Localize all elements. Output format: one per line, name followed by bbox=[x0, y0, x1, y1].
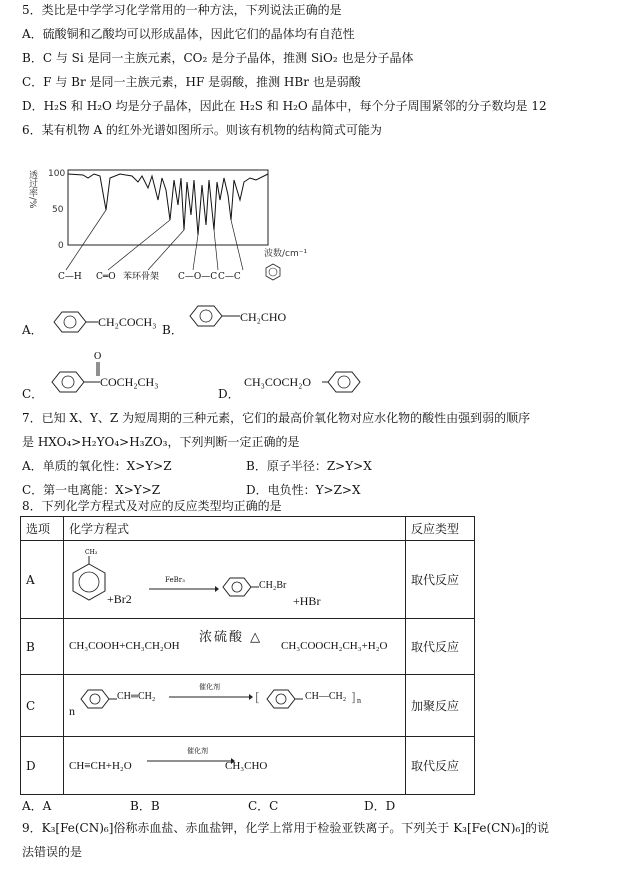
q8-c-type: 加聚反应 bbox=[406, 675, 475, 737]
band-benzene-ring bbox=[266, 264, 280, 280]
q8-a-hbr: +HBr bbox=[293, 593, 321, 608]
spectrum-curve bbox=[68, 174, 268, 235]
q8-b-condition: 浓硫酸 △ bbox=[199, 629, 263, 645]
q8-row-c bbox=[21, 675, 475, 737]
q8-d-condition: 催化剂 bbox=[187, 746, 208, 755]
q8-c-opt: C bbox=[21, 675, 64, 737]
q8-c-bracket-left: [ bbox=[255, 689, 260, 704]
q8-c-subscript-n: n bbox=[357, 695, 361, 705]
q8-c-equation bbox=[64, 675, 406, 737]
q8-answer-b: B．B bbox=[130, 799, 160, 813]
q8-a-equation bbox=[64, 541, 406, 619]
q8-row-b bbox=[21, 619, 475, 675]
q8-row-a bbox=[21, 541, 475, 619]
svg-text:CH₃: CH₃ bbox=[85, 548, 98, 556]
styrene-ring bbox=[77, 686, 117, 712]
q8-a-condition: FeBr₃ bbox=[165, 575, 185, 584]
q9-stem-line1: 9．K₃[Fe(CN)₆]俗称赤血盐、赤血盐钾，化学上常用于检验亚铁离子。下列关于 K₃[Fe(CN)₆]的说 bbox=[22, 821, 549, 835]
spectrum-ytick-100: 100 bbox=[48, 169, 66, 179]
q6-opt-a-label: A． bbox=[22, 323, 43, 337]
toluene-structure bbox=[69, 546, 109, 602]
q8-a-product: CH₂Br bbox=[259, 579, 287, 591]
q8-c-bracket-right: ] bbox=[351, 689, 356, 704]
q8-table bbox=[20, 516, 475, 795]
q7-stem-line1: 7．已知 X、Y、Z 为短周期的三种元素，它们的最高价氧化物对应水化物的酸性由强到弱的顺序 bbox=[22, 411, 531, 425]
q6-opt-d-formula: CH₃COCH₂O bbox=[244, 375, 312, 389]
q7-stem-line2: 是 HXO₄>H₂YO₄>H₃ZO₃，下列判断一定正确的是 bbox=[22, 435, 300, 449]
benzene-ring-c bbox=[44, 350, 100, 396]
q5-option-c: C．F 与 Br 是同一主族元素，HF 是弱酸，推测 HBr 也是弱酸 bbox=[22, 75, 361, 89]
q6-opt-a-formula: CH₂COCH₃ bbox=[98, 315, 157, 329]
spectrum-xlabel: 波数/cm⁻¹ bbox=[264, 249, 308, 259]
q8-a-opt: A bbox=[21, 541, 64, 619]
band-labels bbox=[58, 270, 241, 282]
band-aromatic: 苯环骨架 bbox=[123, 272, 160, 282]
q8-b-opt: B bbox=[21, 619, 64, 675]
benzene-ring-b bbox=[182, 302, 240, 330]
q8-c-arrow bbox=[169, 692, 253, 702]
q5-stem: 5．类比是中学学习化学常用的一种方法，下列说法正确的是 bbox=[22, 3, 342, 17]
q6-opt-d-label: D． bbox=[218, 387, 240, 401]
q9-stem-line2: 法错误的是 bbox=[22, 845, 83, 859]
band-ch: C—H bbox=[58, 272, 82, 282]
ir-spectrum-figure bbox=[28, 160, 328, 285]
q8-b-equation bbox=[64, 619, 406, 675]
band-line-4 bbox=[193, 235, 198, 270]
band-co: C═O bbox=[96, 272, 116, 282]
q5-option-d: D．H₂S 和 H₂O 均是分子晶体，因此在 H₂S 和 H₂O 晶体中，每个分子周围紧邻的分子数均是 12 bbox=[22, 99, 547, 113]
band-coc: C—O—C bbox=[178, 272, 218, 282]
spectrum-ytick-50: 50 bbox=[52, 205, 64, 215]
q7-option-d: D．电负性：Y>Z>X bbox=[246, 483, 361, 497]
q5-option-a: A．硫酸铜和乙酸均可以形成晶体，因此它们的晶体均有自范性 bbox=[22, 27, 355, 41]
q8-a-type: 取代反应 bbox=[406, 541, 475, 619]
q8-a-reactant: +Br2 bbox=[107, 591, 132, 606]
q7-option-b: B．原子半径：Z>Y>X bbox=[246, 459, 372, 473]
q8-header-option: 选项 bbox=[21, 517, 64, 541]
band-line-3 bbox=[148, 230, 184, 270]
q6-opt-c-formula: COCH₂CH₃ bbox=[100, 375, 159, 389]
band-line-5 bbox=[214, 230, 218, 270]
q8-answer-a: A．A bbox=[22, 799, 52, 813]
q8-d-arrow bbox=[147, 756, 235, 766]
q8-d-lhs: CH≡CH+H₂O bbox=[69, 759, 132, 772]
polystyrene-ring bbox=[263, 686, 303, 712]
svg-text:O: O bbox=[94, 351, 102, 362]
q8-header-equation: 化学方程式 bbox=[64, 517, 406, 541]
q8-row-d bbox=[21, 737, 475, 795]
q8-stem: 8．下列化学方程式及对应的反应类型均正确的是 bbox=[22, 499, 282, 513]
q6-stem: 6．某有机物 A 的红外光谱如图所示。则该有机物的结构简式可能为 bbox=[22, 123, 382, 137]
q8-answer-c: C．C bbox=[248, 799, 279, 813]
q6-opt-c-label: C． bbox=[22, 387, 44, 401]
q8-d-type: 取代反应 bbox=[406, 737, 475, 795]
band-cc: C—C bbox=[218, 272, 241, 282]
q8-b-lhs: CH₃COOH+CH₃CH₂OH bbox=[69, 639, 180, 652]
spectrum-ylabel: 透过率/% bbox=[27, 170, 37, 209]
q8-a-arrow bbox=[149, 584, 219, 594]
q8-d-opt: D bbox=[21, 737, 64, 795]
q7-option-c: C．第一电离能：X>Y>Z bbox=[22, 483, 161, 497]
benzene-ring-a bbox=[46, 308, 98, 336]
q8-c-monomer: CH═CH₂ bbox=[117, 690, 156, 702]
q8-answer-d: D．D bbox=[364, 799, 396, 813]
spectrum-ytick-0: 0 bbox=[58, 241, 64, 251]
q6-opt-b-formula: CH₂CHO bbox=[240, 310, 287, 324]
q8-a-product-ring bbox=[219, 574, 259, 600]
q8-header-type: 反应类型 bbox=[406, 517, 475, 541]
q6-opt-b-label: B． bbox=[162, 323, 183, 337]
band-line-1 bbox=[66, 210, 106, 270]
q8-b-type: 取代反应 bbox=[406, 619, 475, 675]
q8-d-equation bbox=[64, 737, 406, 795]
q8-header-row bbox=[21, 517, 475, 541]
q5-option-b: B．C 与 Si 是同一主族元素，CO₂ 是分子晶体，推测 SiO₂ 也是分子晶体 bbox=[22, 51, 414, 65]
q7-option-a: A．单质的氧化性：X>Y>Z bbox=[22, 459, 172, 473]
q8-c-polymer: CH—CH₂ bbox=[305, 690, 347, 702]
q8-d-rhs: CH₃CHO bbox=[225, 759, 268, 772]
q8-c-condition: 催化剂 bbox=[199, 682, 220, 691]
q8-b-rhs: CH₃COOCH₂CH₃+H₂O bbox=[281, 639, 388, 652]
benzene-ring-d bbox=[322, 368, 368, 396]
q8-c-n: n bbox=[69, 703, 75, 718]
